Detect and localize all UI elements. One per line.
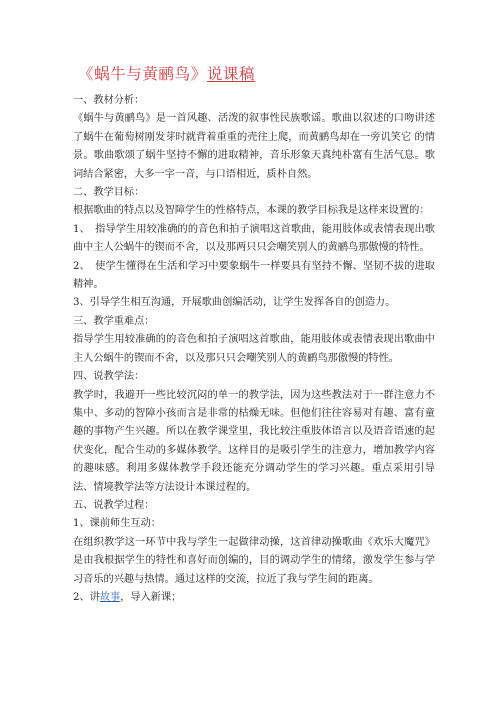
paragraph-materials: 《蜗牛与黄鹂鸟》是一首风趣、活泼的叙事性民族歌谣。歌曲以叙述的口吻讲述了蜗牛在葡萄树刚发芽时就背着重重的壳往上爬，而黄鹂鸟却在一旁讥笑它 的情景。歌曲歌颂了蜗牛坚持不懈的进取精神，音乐形象天真纯朴富有生活气息。歌词结合紧密，大多一字一音，与口语相近，质朴自然。 (73, 113, 435, 180)
section-heading-process: 五、说教学过程： (73, 499, 155, 511)
section-heading-key-points: 三、教学重难点： (73, 315, 155, 327)
section-heading-materials: 一、教材分析： (73, 95, 145, 106)
document-title (78, 64, 255, 84)
process-item-2-suffix: ，导入新课； (120, 591, 182, 603)
process-item-2 (73, 589, 435, 607)
section-heading-methods: 四、说教学法： (73, 371, 145, 383)
section-heading-objectives: 二、教学目标： (73, 187, 145, 199)
process-item-2-prefix: 2、讲 (73, 591, 100, 603)
title-link[interactable]: 说课稿 (206, 65, 256, 83)
objective-item-2: 2、 使学生懂得在生活和学习中要象蜗牛一样要具有坚持不懈、坚韧不拔的进取精神。 (73, 260, 435, 291)
paragraph-key-points: 指导学生用较准确的的音色和拍子演唱这首歌曲，能用肢体或表情表现出歌曲中主人公蜗牛的锲而不舍，以及那只只会嘲笑别人的黄鹂鸟那傲慢的特性。 (73, 334, 435, 364)
paragraph-objectives-intro: 根据歌曲的特点以及智障学生的性格特点，本课的教学目标我是这样来设置的： (73, 205, 430, 217)
story-link[interactable]: 故事 (99, 591, 121, 603)
paragraph-methods: 教学时，我避开一些比较沉闷的单一的教学法，因为这些教法对于一群注意力不集中、多动的智障小孩而言是非常的枯燥无味。但他们往往容易对有趣、富有童趣的事物产生兴趣。所以在教学课堂里，我比较注重肢体语言以及语音语速的起伏变化，配合生动的多媒体教学。这样目的是吸引学生的注意力，增加教学内容的趣味感。利用多媒体教学手段还能充分调动学生的学习兴趣。重点采用引导法、情境教学法等方法设计本课过程的。 (73, 389, 435, 493)
document-body (73, 92, 435, 607)
title-text: 《蜗牛与黄鹂鸟》 (78, 65, 207, 83)
objective-item-1: 1、 指导学生用较准确的的音色和拍子演唱这首歌曲，能用肢体或表情表现出歌曲中主人公蜗牛的锲而不舍，以及那两只只会嘲笑别人的黄鹂鸟那傲慢的特性。 (73, 223, 435, 254)
paragraph-process: 在组织教学这一环节中我与学生一起做律动操，这首律动操歌曲《欢乐大魔咒》是由我根据学生的特性和喜好而创编的，目的调动学生的情绪，激发学生参与学习音乐的兴趣与热情。通过这样的交流，拉近了我与学生间的距离。 (73, 536, 435, 585)
objective-item-3: 3、引导学生相互沟通，开展歌曲创编活动，让学生发挥各自的创造力。 (73, 297, 396, 309)
process-item-1: 1、课前师生互动： (73, 518, 161, 530)
